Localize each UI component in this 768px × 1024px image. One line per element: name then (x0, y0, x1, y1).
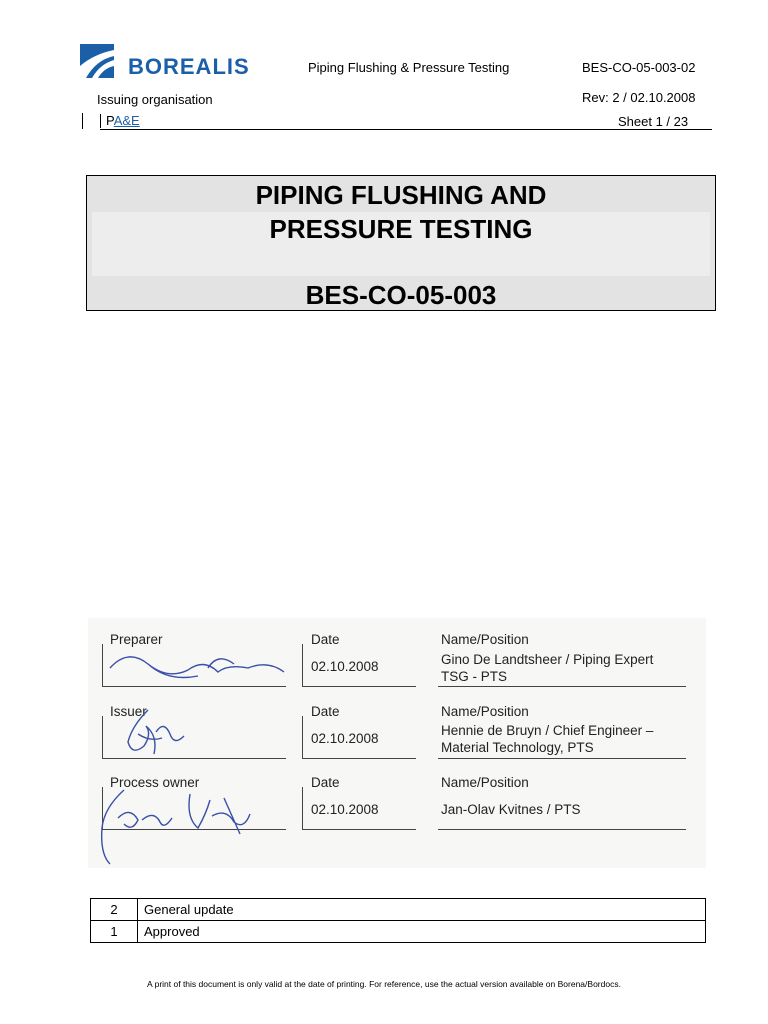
preparer-date-label: Date (311, 632, 340, 647)
process-owner-name: Jan-Olav Kvitnes / PTS (441, 802, 581, 817)
table-row (91, 921, 706, 943)
document-code-title: BES-CO-05-003 (305, 280, 497, 310)
footer-notice: A print of this document is only valid at the date of printing. For reference, use the actual version available on Borena/Bordocs. (147, 979, 621, 989)
preparer-name: Gino De Landtsheer / Piping Expert (441, 652, 654, 667)
department-prefix: P (106, 113, 114, 128)
preparer-signature (108, 638, 288, 688)
process-owner-date-label: Date (311, 775, 340, 790)
preparer-date: 02.10.2008 (311, 659, 379, 674)
header-doc-code: BES-CO-05-003-02 (582, 60, 696, 75)
table-row (91, 899, 706, 921)
issuer-name: Hennie de Bruyn / Chief Engineer – (441, 723, 654, 738)
issuer-label: Issuer (110, 704, 147, 719)
department (100, 114, 140, 128)
process-owner-date: 02.10.2008 (311, 802, 379, 817)
preparer-name-label: Name/Position (441, 632, 529, 647)
issuing-organisation-label: Issuing organisation (97, 92, 213, 107)
revision-info: Rev: 2 / 02.10.2008 (582, 90, 696, 105)
document-title-box (86, 175, 716, 311)
logo-wordmark: BOREALIS (128, 54, 250, 79)
process-owner-label: Process owner (110, 775, 200, 790)
issuer-position: Material Technology, PTS (441, 740, 594, 755)
process-owner-name-label: Name/Position (441, 775, 529, 790)
sheet-number: Sheet 1 / 23 (618, 114, 689, 129)
header-divider (82, 113, 83, 129)
revision-description: Approved (138, 921, 706, 943)
title-line-1: PIPING FLUSHING AND (255, 180, 547, 210)
borealis-logo-icon (80, 44, 114, 78)
department-link[interactable]: A&E (113, 113, 140, 128)
issuer-signature (118, 706, 198, 762)
header-underline (100, 129, 712, 130)
header-doc-title: Piping Flushing & Pressure Testing (308, 60, 510, 75)
issuer-date-label: Date (311, 704, 340, 719)
issuer-date: 02.10.2008 (311, 731, 379, 746)
preparer-label: Preparer (110, 632, 163, 647)
company-logo (80, 44, 290, 80)
revision-description: General update (138, 899, 706, 921)
revision-table (90, 898, 706, 943)
signature-block (88, 618, 706, 868)
issuer-name-label: Name/Position (441, 704, 529, 719)
revision-number: 1 (91, 921, 138, 943)
process-owner-signature (94, 784, 264, 868)
revision-number: 2 (91, 899, 138, 921)
preparer-position: TSG - PTS (441, 669, 508, 684)
title-line-2: PRESSURE TESTING (269, 214, 533, 244)
